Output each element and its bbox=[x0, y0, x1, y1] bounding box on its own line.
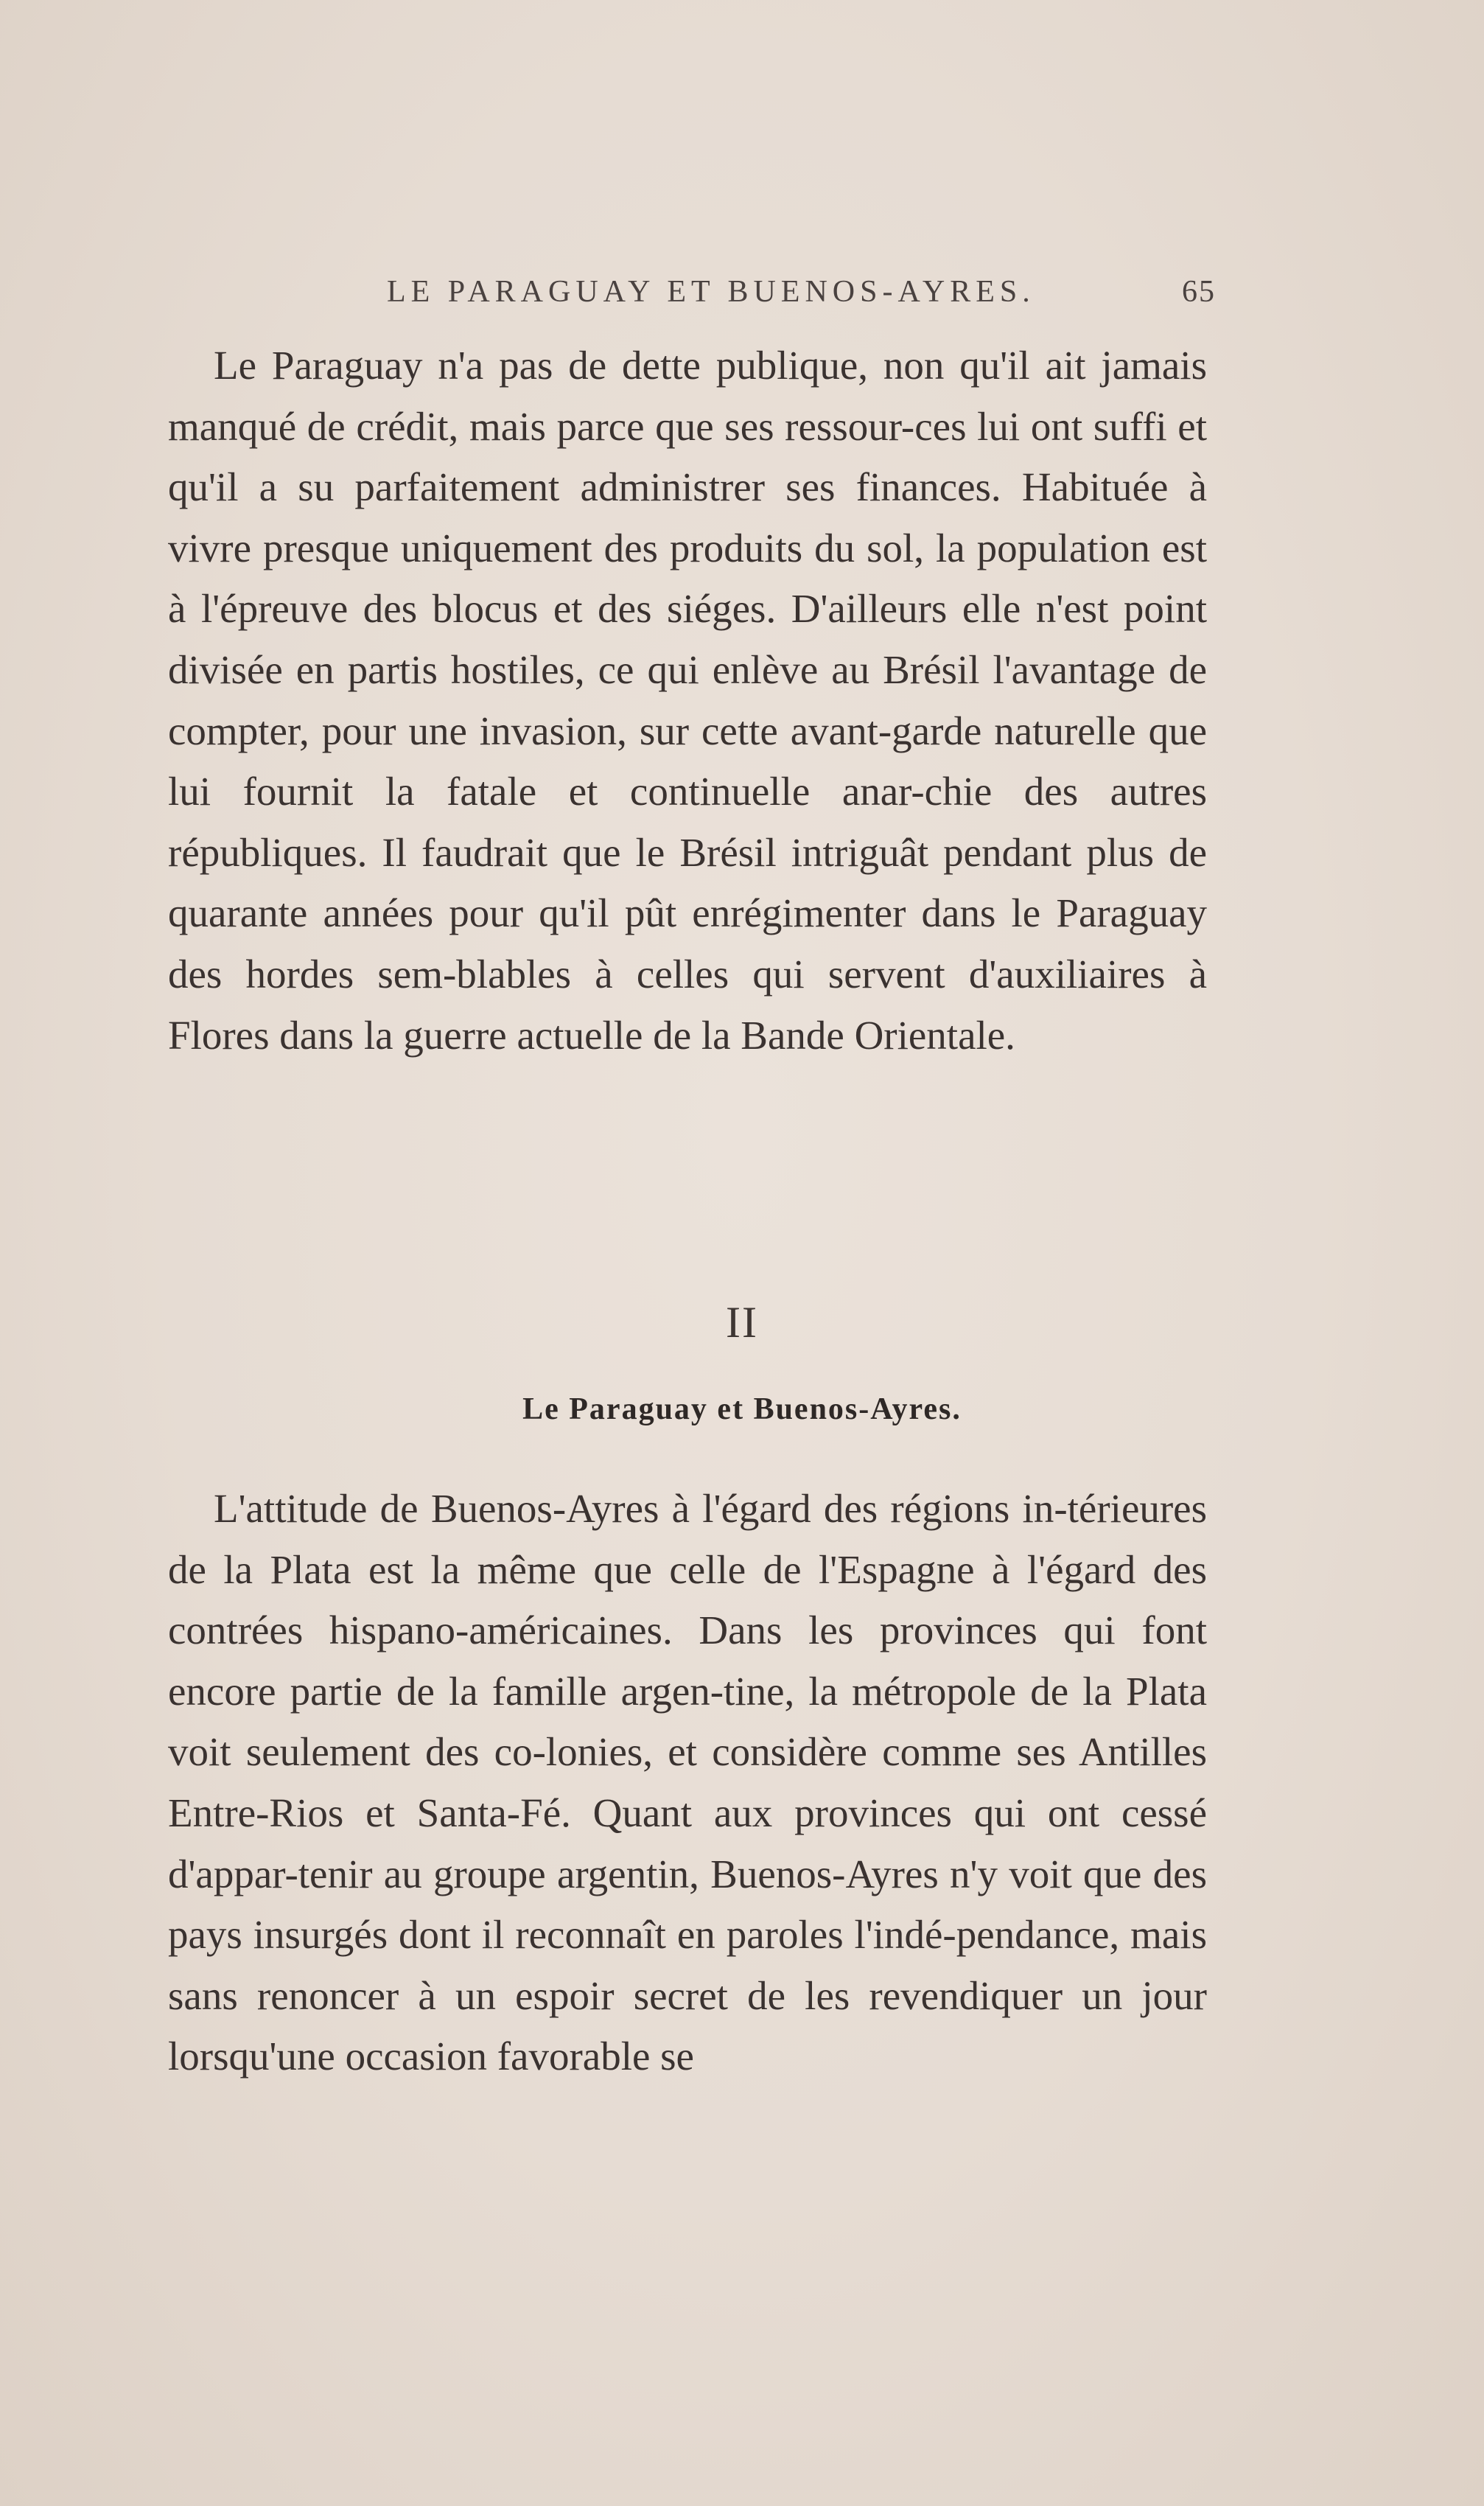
paragraph-1: Le Paraguay n'a pas de dette publique, non qu'il ait jamais manqué de crédit, mais parce que ses ressour-ces lui ont suffi et qu'il a su parfaitement administrer ses finances. Habituée à vivre presque uniquement des produits du sol, la population est à l'épreuve des blocus et des siéges. D'ailleurs elle n'est point divisée en partis hostiles, ce qui enlève au Brésil l'avantage de compter, pour une invasion, sur cette avant-garde naturelle que lui fournit la fatale et continuelle anar-chie des autres républiques. Il faudrait que le Brésil intriguât pendant plus de quarante années pour qu'il pût enrégimenter dans le Paraguay des hordes sem-blables à celles qui servent d'auxiliaires à Flores dans la guerre actuelle de la Bande Orientale. bbox=[168, 343, 1207, 1058]
running-title: LE PARAGUAY ET BUENOS-AYRES. bbox=[387, 275, 1035, 309]
paragraph-block-2 bbox=[168, 1479, 1207, 2087]
paragraph-2: L'attitude de Buenos-Ayres à l'égard des régions in-térieures de la Plata est la même que celle de l'Espagne à l'égard des contrées hispano-américaines. Dans les provinces qui font encore partie de la famille argen-tine, la métropole de la Plata voit seulement des co-lonies, et considère comme ses Antilles Entre-Rios et Santa-Fé. Quant aux provinces qui ont cessé d'appar-tenir au groupe argentin, Buenos-Ayres n'y voit que des pays insurgés dont il reconnaît en paroles l'indé-pendance, mais sans renoncer à un espoir secret de les revendiquer un jour lorsqu'une occasion favorable se bbox=[168, 1486, 1207, 2079]
section-number: II bbox=[726, 1298, 758, 1347]
running-header bbox=[169, 274, 1216, 318]
paragraph-block-1 bbox=[168, 335, 1207, 1066]
page-number: 65 bbox=[1182, 275, 1216, 309]
section-title: Le Paraguay et Buenos-Ayres. bbox=[522, 1392, 962, 1426]
